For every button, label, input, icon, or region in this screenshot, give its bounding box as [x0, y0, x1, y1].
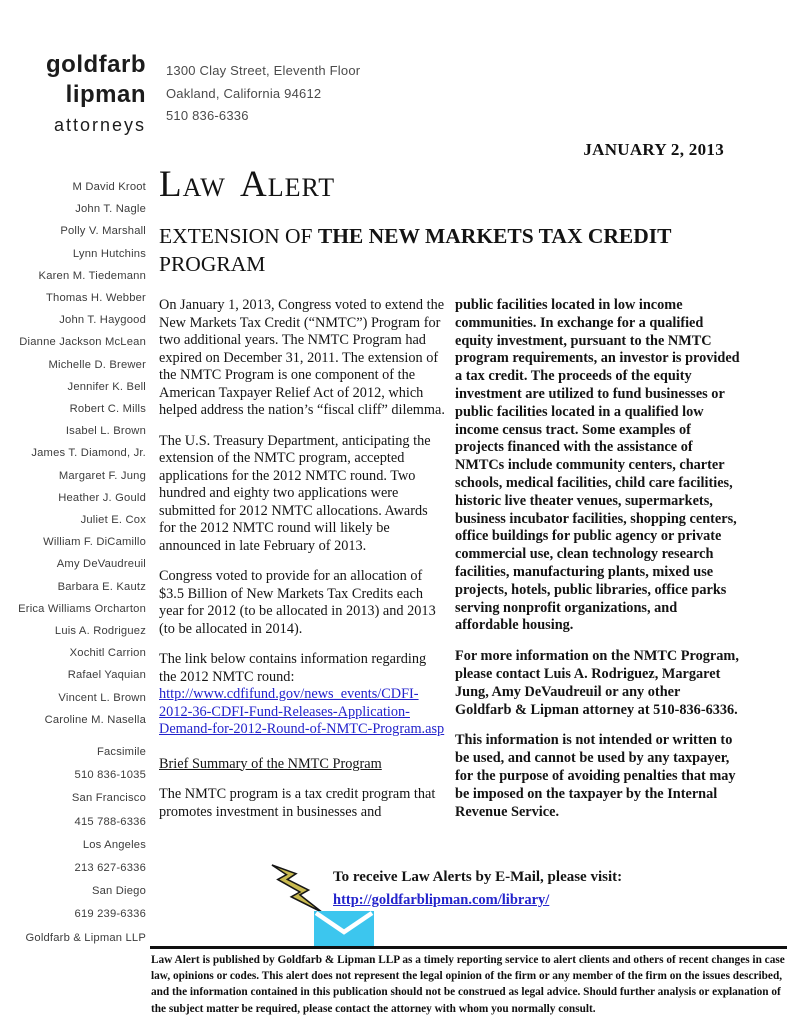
paragraph-nmtc-summary: The NMTC program is a tax credit program that promotes investment in businesses and — [159, 786, 436, 820]
section-heading-brief-summary: Brief Summary of the NMTC Program — [159, 755, 382, 772]
contact-line: 415 788-6336 — [74, 815, 146, 828]
attorney-name: Jennifer K. Bell — [67, 380, 146, 393]
logo-attorneys: attorneys — [53, 115, 146, 135]
contact-line: San Diego — [91, 885, 146, 898]
attorney-name: Xochitl Carrion — [69, 647, 146, 660]
link-intro: The link below contains information regarding the 2012 NMTC round: — [159, 651, 427, 685]
contact-line: Goldfarb & Lipman LLP — [25, 931, 146, 944]
address-line: Oakland, California 94612 — [166, 85, 322, 101]
article-heading-regular: EXTENSION OF — [159, 224, 318, 248]
left-column — [159, 297, 445, 834]
attorney-name: Juliet E. Cox — [80, 514, 146, 527]
contact-line: Los Angeles — [82, 838, 146, 851]
paragraph-treasury: The U.S. Treasury Department, anticipating the extension of the NMTC program, accepted applications for the 2012 NMTC round. Two hundred and eighty two applications were submitted for 2012 NMTC allocations. Awards for the 2012 NMTC round will likely be announced in late February of 2013. — [159, 432, 431, 554]
paragraph-link — [159, 651, 445, 739]
article-heading — [159, 222, 734, 278]
attorney-name: Robert C. Mills — [69, 403, 146, 416]
law-alert-title: Law Alert — [159, 164, 336, 205]
paragraph-facilities: public facilities located in low income communities. In exchange for a qualified equity investment, pursuant to the NMTC program requirements, an investor is provided a tax credit. The proceeds of the equity investment are utilized to fund businesses or public facilities located in a qualified low income census tract. Some examples of projects financed with the assistance of NMTCs include community centers, charter schools, medical facilities, child care facilities, historic live theater venues, supermarkets, business incubator facilities, shopping centers, office buildings for public agency or private commercial use, clean technology research facilities, manufacturing plants, mixed use projects, hotels, public libraries, office parks serving nonprofit organizations, and affordable housing. — [455, 297, 740, 634]
paragraph-more-info: For more information on the NMTC Program, please contact Luis A. Rodriguez, Margaret Jung, Amy DeVaudreuil or any other Goldfarb & Lipman attorney at 510-836-6336. — [455, 648, 739, 718]
office-contact-list — [0, 741, 146, 950]
attorney-name: Dianne Jackson McLean — [19, 336, 146, 349]
attorney-name: John T. Haygood — [59, 314, 146, 327]
footer-rule — [150, 946, 787, 949]
attorney-name: Amy DeVaudreuil — [56, 558, 146, 571]
cdfi-fund-link[interactable]: http://www.cdfifund.gov/news_events/CDFI-2012-36-CDFI-Fund-Releases-Application-Demand-for-2012-Round-of-NMTC-Program.asp — [159, 686, 445, 737]
paragraph-congress-vote: On January 1, 2013, Congress voted to extend the New Markets Tax Credit (“NMTC”) Program for two additional years. The NMTC Program had expired on December 31, 2011. The extension of the NMTC Program is one component of the American Taxpayer Relief Act of 2012, which helped address the nation’s “fiscal cliff” dilemma. — [159, 297, 445, 418]
article-heading-bold: THE NEW MARKETS TAX CREDIT — [317, 224, 672, 248]
contact-line: Facsimile — [96, 746, 146, 758]
attorney-name: Thomas H. Webber — [46, 292, 146, 305]
attorney-name: John T. Nagle — [75, 203, 146, 216]
attorney-name: Lynn Hutchins — [72, 247, 146, 260]
attorney-name: James T. Diamond, Jr. — [31, 447, 146, 460]
footer-disclaimer: Law Alert is published by Goldfarb & Lipman LLP as a timely reporting service to alert clients and others of recent changes in case law, opinions or codes. This alert does not represent the legal opinion of the firm or any member of the firm on the issues described, and the information contained in this publication should not be construed as legal advice. Should further analysis or explanation of the subject matter be required, please contact the attorney with whom you normally consult. — [151, 954, 785, 1015]
attorney-name: Heather J. Gould — [58, 491, 146, 504]
logo-lipman: lipman — [65, 81, 146, 108]
paragraph-irs-notice: This information is not intended or written to be used, and cannot be used by any taxpayer, for the purpose of avoiding penalties that may be imposed on the taxpayer by the Internal Revenue Service. — [455, 732, 736, 820]
contact-line: 619 239-6336 — [74, 908, 146, 921]
attorney-name: Erica Williams Orcharton — [18, 602, 146, 615]
contact-line: 213 627-6336 — [74, 862, 146, 875]
library-link[interactable]: http://goldfarblipman.com/library/ — [333, 892, 550, 908]
attorney-name: Karen M. Tiedemann — [38, 269, 146, 282]
envelope-icon — [314, 911, 374, 948]
attorney-name: Isabel L. Brown — [65, 425, 146, 438]
attorney-name: William F. DiCamillo — [43, 536, 146, 549]
attorney-name: Rafael Yaquian — [67, 669, 146, 682]
attorney-name: Barbara E. Kautz — [57, 580, 146, 593]
attorney-name: Vincent L. Brown — [58, 691, 146, 704]
attorney-name: M David Kroot — [72, 181, 146, 193]
issue-date: JANUARY 2, 2013 — [583, 140, 724, 159]
attorney-name: Michelle D. Brewer — [48, 358, 146, 371]
article-heading-line1 — [159, 222, 734, 250]
contact-line: San Francisco — [71, 792, 146, 805]
email-callout-label: To receive Law Alerts by E-Mail, please visit: — [333, 869, 623, 885]
logo-goldfarb: goldfarb — [46, 51, 146, 78]
address-line: 510 836-6336 — [166, 108, 249, 123]
attorney-name: Caroline M. Nasella — [44, 713, 146, 726]
attorney-name: Luis A. Rodriguez — [54, 625, 146, 638]
address-line: 1300 Clay Street, Eleventh Floor — [166, 63, 361, 78]
firm-logo — [36, 50, 146, 140]
contact-line: 510 836-1035 — [74, 769, 146, 782]
article-heading-line2: PROGRAM — [159, 252, 266, 276]
firm-address — [166, 60, 360, 128]
attorney-list — [0, 176, 146, 731]
attorney-name: Margaret F. Jung — [58, 469, 146, 482]
right-column — [455, 297, 740, 834]
attorney-name: Polly V. Marshall — [60, 225, 146, 238]
paragraph-allocation: Congress voted to provide for an allocation of $3.5 Billion of New Markets Tax Credits each year for 2012 (to be allocated in 2013) and 2013 (to be allocated in 2014). — [159, 568, 436, 637]
